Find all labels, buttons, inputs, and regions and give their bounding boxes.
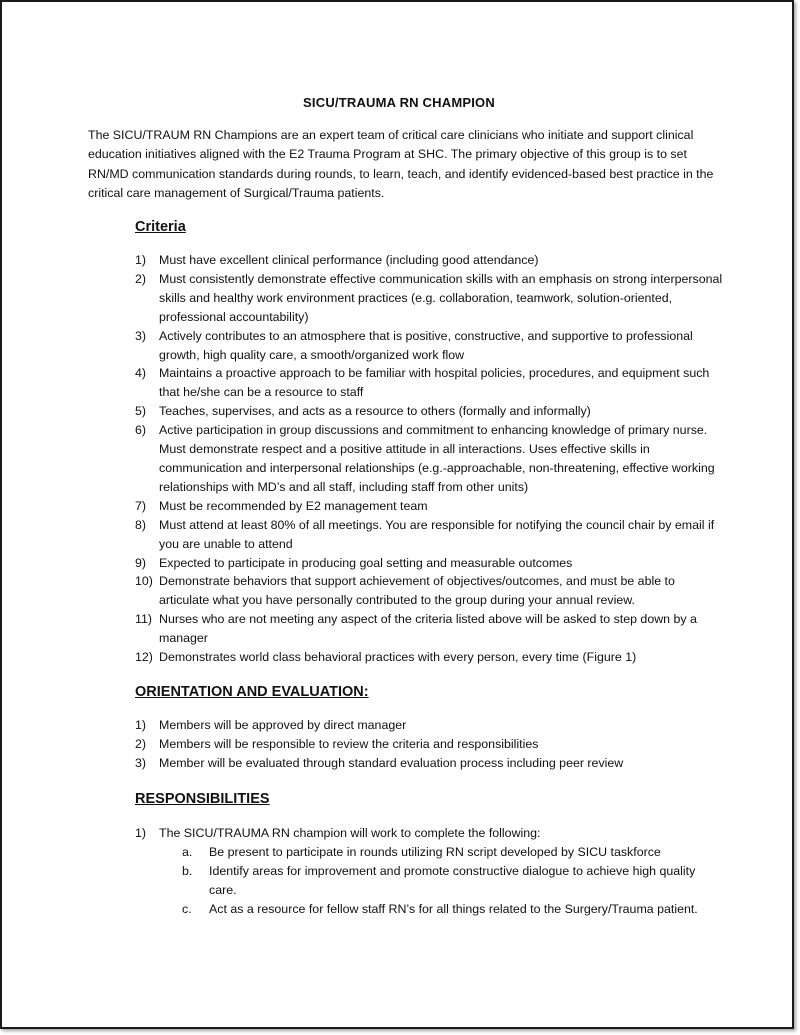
orientation-list — [135, 716, 725, 773]
list-item: 1) Members will be approved by direct manager — [135, 718, 407, 732]
list-item: 2) Must consistently demonstrate effective communication skills with an emphasis on strong interpersonal skills and healthy work environment practices (e.g. collaboration, teamwork, solution-oriented, professional accountability) — [135, 271, 723, 324]
list-item: 4) Maintains a proactive approach to be familiar with hospital policies, procedures, and equipment such that he/she can be a resource to staff — [135, 366, 710, 400]
list-item: 3) Actively contributes to an atmosphere that is positive, constructive, and supportive to professional growth, high quality care, a smooth/organized work flow — [135, 328, 693, 362]
list-item: 1) Must have excellent clinical performance (including good attendance) — [135, 253, 539, 267]
sub-list-item: b. Identify areas for improvement and promote constructive dialogue to achieve high quality care. — [182, 863, 696, 897]
list-item: 11) Nurses who are not meeting any aspect of the criteria listed above will be asked to step down by a manager — [135, 612, 697, 646]
responsibilities-heading: RESPONSIBILITIES — [135, 791, 270, 807]
sub-list-item: a. Be present to participate in rounds utilizing RN script developed by SICU taskforce — [182, 845, 661, 859]
list-item: 8) Must attend at least 80% of all meetings. You are responsible for notifying the council chair by email if you are unable to attend — [135, 517, 715, 551]
criteria-list — [135, 251, 725, 667]
intro-paragraph: The SICU/TRAUM RN Champions are an expert team of critical care clinicians who initiate and support clinical education initiatives aligned with the E2 Trauma Program at SHC. The primary objective of this group is to set RN/MD communication standards during rounds, to learn, teach, and identify evidenced-based best practice in the critical care management of Surgical/Trauma patients. — [88, 128, 714, 200]
list-item: 10) Demonstrate behaviors that support achievement of objectives/outcomes, and must be able to articulate what you have personally contributed to the group during your annual review. — [135, 574, 675, 608]
criteria-heading: Criteria — [135, 219, 186, 235]
list-item: 12) Demonstrates world class behavioral practices with every person, every time (Figure 1) — [135, 650, 637, 665]
list-item: 9) Expected to participate in producing goal setting and measurable outcomes — [135, 555, 573, 570]
responsibilities-sublist — [182, 843, 722, 919]
responsibilities-list — [135, 824, 725, 843]
list-item: 7) Must be recommended by E2 management team — [135, 498, 428, 513]
sub-list-item: c. Act as a resource for fellow staff RN’s for all things related to the Surgery/Trauma patient. — [182, 901, 698, 916]
list-item: 5) Teaches, supervises, and acts as a resource to others (formally and informally) — [135, 404, 591, 419]
list-item: 1) The SICU/TRAUMA RN champion will work to complete the following: — [135, 826, 541, 840]
list-item: 6) Active participation in group discussions and commitment to enhancing knowledge of primary nurse. Must demonstrate respect and a positive attitude in all interactions. Uses effective skills in communication and interpersonal relationships (e.g.-approachable, non-threatening, effective working relationships with MD’s and all staff, including staff from other units) — [135, 423, 715, 494]
list-item: 3) Member will be evaluated through standard evaluation process including peer review — [135, 755, 624, 770]
orientation-heading: ORIENTATION AND EVALUATION: — [135, 684, 369, 700]
page-title: SICU/TRAUMA RN CHAMPION — [303, 95, 495, 110]
list-item: 2) Members will be responsible to review the criteria and responsibilities — [135, 736, 539, 751]
